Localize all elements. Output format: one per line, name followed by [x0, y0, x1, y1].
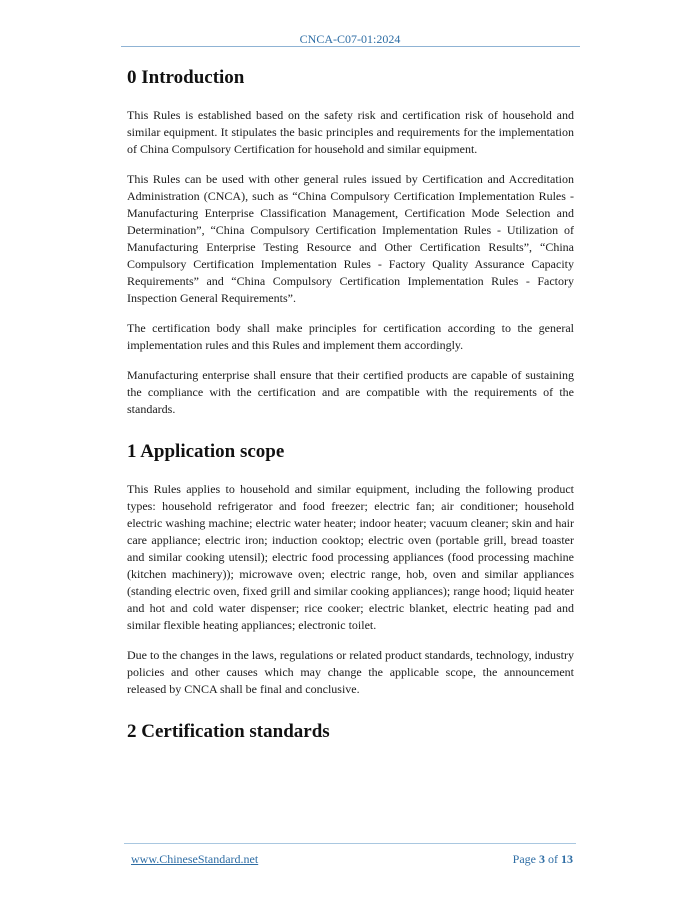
section-heading-application-scope: 1 Application scope — [127, 441, 285, 462]
paragraph: Due to the changes in the laws, regulations or related product standards, technology, industry policies and other causes which may change the applicable scope, the announcement released by CNCA shall be final and conclusive. — [127, 648, 574, 696]
paragraph: The certification body shall make principles for certification according to the general implementation rules and this Rules and implement them accordingly. — [127, 321, 574, 352]
page-of: of — [548, 852, 558, 866]
section-heading-certification-standards: 2 Certification standards — [127, 721, 330, 742]
page-current: 3 — [539, 852, 545, 866]
page-total: 13 — [561, 852, 573, 866]
footer-website-link[interactable]: www.ChineseStandard.net — [131, 852, 259, 866]
paragraph: This Rules is established based on the safety risk and certification risk of household and similar equipment. It stipulates the basic principles and requirements for the implementation of China Compulsory Certification for household and similar equipment. — [127, 108, 574, 156]
paragraph: Manufacturing enterprise shall ensure that their certified products are capable of sustaining the compliance with the certification and are compatible with the requirements of the standards. — [127, 368, 574, 416]
page-header-code: CNCA-C07-01:2024 — [299, 32, 401, 46]
page-label: Page — [512, 852, 536, 866]
header-divider — [121, 46, 580, 47]
paragraph: This Rules can be used with other general rules issued by Certification and Accreditation Administration (CNCA), such as “China Compulsory Certification Implementation Rules - Manufacturing Enterprise Classification Management, Certification Mode Selection and Determination”, “China Compulsory Certification Implementation Rules - Utilization of Manufacturing Enterprise Testing Resource and Other Certification Results”, “China Compulsory Certification Implementation Rules - Factory Quality Assurance Capacity Requirements” and “China Compulsory Certification Implementation Rules - Factory Inspection General Requirements”. — [127, 172, 574, 305]
footer-divider — [124, 843, 576, 844]
document-body — [127, 66, 574, 744]
page-number — [513, 852, 573, 867]
section-heading-introduction: 0 Introduction — [127, 67, 245, 88]
paragraph: This Rules applies to household and similar equipment, including the following product types: household refrigerator and food freezer; electric fan; air conditioner; household electric washing machine; electric water heater; indoor heater; vacuum cleaner; skin and hair care appliance; electric iron; induction cooktop; electric oven (portable grill, bread toaster and similar cooking utensil); electric food processing appliances (food processing machine (kitchen machinery)); microwave oven; electric range, hob, oven and similar appliances (standing electric oven, fixed grill and similar cooking appliances); range hood; liquid heater and hot and cold water dispenser; rice cooker; electric blanket, electric heating pad and similar flexible heating appliances; electronic toilet. — [127, 482, 574, 632]
